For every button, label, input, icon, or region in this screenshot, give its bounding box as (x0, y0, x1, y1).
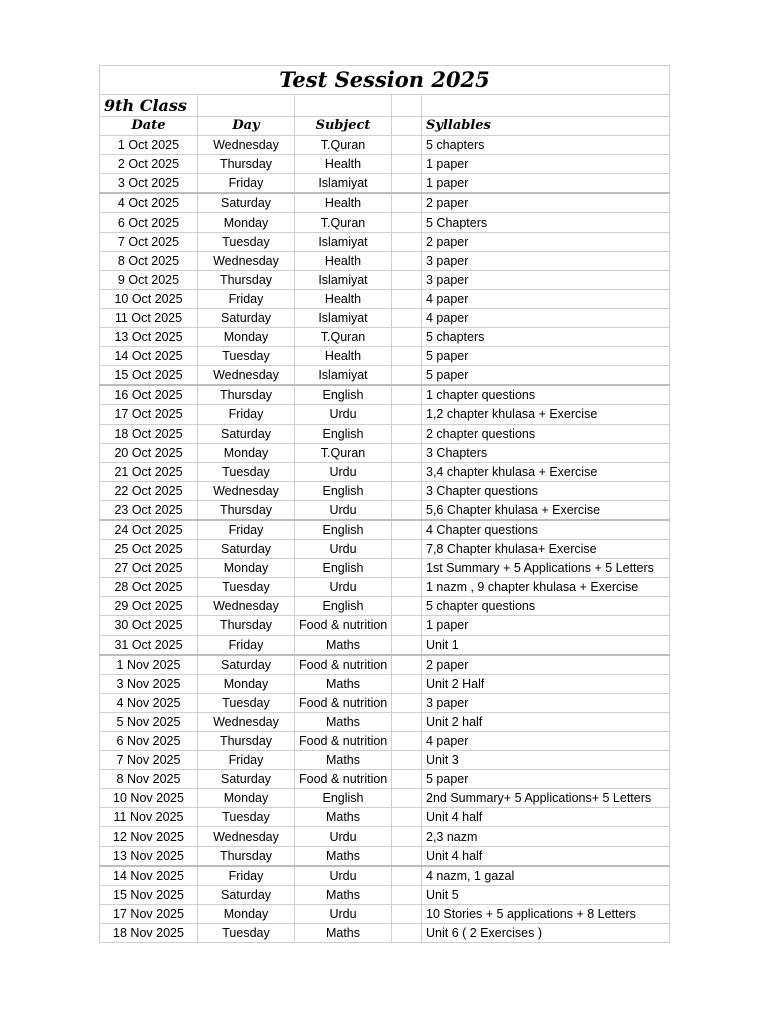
empty-cell (392, 520, 422, 540)
table-row (100, 481, 670, 500)
date-cell: 11 Oct 2025 (100, 308, 198, 327)
date-cell: 4 Oct 2025 (100, 193, 198, 213)
syllables-cell: Unit 1 (422, 635, 670, 655)
day-cell: Wednesday (198, 251, 295, 270)
subject-cell: English (295, 385, 392, 405)
subject-cell: Maths (295, 712, 392, 731)
date-cell: 10 Nov 2025 (100, 789, 198, 808)
day-cell: Wednesday (198, 136, 295, 155)
empty-cell (392, 732, 422, 751)
sheet-title: Test Session 2025 (100, 66, 670, 95)
empty-cell (392, 136, 422, 155)
date-cell: 14 Oct 2025 (100, 347, 198, 366)
syllables-cell: Unit 5 (422, 885, 670, 904)
subject-cell: Health (295, 251, 392, 270)
table-row (100, 923, 670, 942)
date-cell: 5 Nov 2025 (100, 712, 198, 731)
day-cell: Friday (198, 751, 295, 770)
subject-cell: Islamiyat (295, 174, 392, 194)
class-row (100, 95, 670, 117)
empty-cell (392, 578, 422, 597)
subject-cell: Maths (295, 808, 392, 827)
day-cell: Monday (198, 904, 295, 923)
empty-cell (392, 674, 422, 693)
syllables-cell: Unit 6 ( 2 Exercises ) (422, 923, 670, 942)
empty-cell (392, 846, 422, 866)
day-cell: Thursday (198, 385, 295, 405)
date-cell: 25 Oct 2025 (100, 540, 198, 559)
day-cell: Wednesday (198, 712, 295, 731)
subject-cell: Urdu (295, 866, 392, 886)
title-row (100, 66, 670, 95)
day-cell: Monday (198, 328, 295, 347)
date-cell: 6 Oct 2025 (100, 213, 198, 232)
date-cell: 3 Nov 2025 (100, 674, 198, 693)
table-row (100, 289, 670, 308)
table-row (100, 232, 670, 251)
table-row (100, 308, 670, 327)
table-row (100, 866, 670, 886)
day-cell: Monday (198, 789, 295, 808)
empty-cell (392, 462, 422, 481)
subject-cell: Maths (295, 635, 392, 655)
syllables-cell: 10 Stories + 5 applications + 8 Letters (422, 904, 670, 923)
date-cell: 24 Oct 2025 (100, 520, 198, 540)
table-row (100, 520, 670, 540)
day-cell: Thursday (198, 846, 295, 866)
date-cell: 13 Nov 2025 (100, 846, 198, 866)
syllables-cell: 5 paper (422, 366, 670, 386)
subject-cell: Islamiyat (295, 308, 392, 327)
table-row (100, 500, 670, 520)
empty-cell (392, 770, 422, 789)
date-cell: 9 Oct 2025 (100, 270, 198, 289)
date-cell: 17 Oct 2025 (100, 405, 198, 424)
table-row (100, 213, 670, 232)
subject-cell: Maths (295, 846, 392, 866)
day-cell: Tuesday (198, 462, 295, 481)
date-cell: 31 Oct 2025 (100, 635, 198, 655)
syllables-cell: 2,3 nazm (422, 827, 670, 846)
date-cell: 4 Nov 2025 (100, 693, 198, 712)
date-cell: 1 Nov 2025 (100, 655, 198, 675)
day-cell: Tuesday (198, 347, 295, 366)
table-row (100, 885, 670, 904)
table-row (100, 846, 670, 866)
subject-cell: English (295, 597, 392, 616)
subject-cell: Urdu (295, 904, 392, 923)
subject-cell: Maths (295, 885, 392, 904)
empty-cell (392, 174, 422, 194)
empty-cell (392, 385, 422, 405)
table-row (100, 251, 670, 270)
date-cell: 8 Nov 2025 (100, 770, 198, 789)
syllables-cell: 4 nazm, 1 gazal (422, 866, 670, 886)
syllables-cell: 3 Chapters (422, 443, 670, 462)
table-row (100, 136, 670, 155)
table-row (100, 540, 670, 559)
syllables-cell: Unit 2 half (422, 712, 670, 731)
day-cell: Tuesday (198, 808, 295, 827)
subject-cell: T.Quran (295, 136, 392, 155)
date-cell: 22 Oct 2025 (100, 481, 198, 500)
subject-cell: Health (295, 289, 392, 308)
day-cell: Tuesday (198, 578, 295, 597)
day-cell: Friday (198, 174, 295, 194)
header-subject: Subject (295, 117, 392, 136)
syllables-cell: 7,8 Chapter khulasa+ Exercise (422, 540, 670, 559)
empty-cell (392, 751, 422, 770)
date-cell: 14 Nov 2025 (100, 866, 198, 886)
day-cell: Thursday (198, 270, 295, 289)
empty-cell (392, 251, 422, 270)
empty-cell (392, 693, 422, 712)
table-row (100, 693, 670, 712)
syllables-cell: Unit 4 half (422, 808, 670, 827)
subject-cell: Urdu (295, 462, 392, 481)
syllables-cell: 2 paper (422, 232, 670, 251)
empty-cell (392, 559, 422, 578)
subject-cell: T.Quran (295, 443, 392, 462)
syllables-cell: Unit 4 half (422, 846, 670, 866)
day-cell: Wednesday (198, 366, 295, 386)
day-cell: Tuesday (198, 923, 295, 942)
subject-cell: Islamiyat (295, 232, 392, 251)
syllables-cell: 5 paper (422, 347, 670, 366)
syllables-cell: 2 chapter questions (422, 424, 670, 443)
date-cell: 30 Oct 2025 (100, 616, 198, 635)
table-row (100, 597, 670, 616)
subject-cell: Food & nutrition (295, 616, 392, 635)
subject-cell: Urdu (295, 405, 392, 424)
table-row (100, 174, 670, 194)
date-cell: 15 Nov 2025 (100, 885, 198, 904)
day-cell: Thursday (198, 616, 295, 635)
subject-cell: Urdu (295, 827, 392, 846)
empty-cell (392, 366, 422, 386)
table-row (100, 193, 670, 213)
day-cell: Saturday (198, 885, 295, 904)
empty-cell (392, 923, 422, 942)
subject-cell: English (295, 520, 392, 540)
date-cell: 27 Oct 2025 (100, 559, 198, 578)
date-cell: 21 Oct 2025 (100, 462, 198, 481)
day-cell: Wednesday (198, 481, 295, 500)
subject-cell: Food & nutrition (295, 732, 392, 751)
empty-cell (392, 808, 422, 827)
subject-cell: Health (295, 155, 392, 174)
table-row (100, 405, 670, 424)
empty-cell (392, 827, 422, 846)
empty-cell (392, 117, 422, 136)
syllables-cell: 1 paper (422, 155, 670, 174)
subject-cell: English (295, 789, 392, 808)
syllables-cell: 1,2 chapter khulasa + Exercise (422, 405, 670, 424)
subject-cell: Health (295, 193, 392, 213)
syllables-cell: 5 paper (422, 770, 670, 789)
table-row (100, 674, 670, 693)
syllables-cell: 1 chapter questions (422, 385, 670, 405)
table-row (100, 155, 670, 174)
day-cell: Friday (198, 635, 295, 655)
empty-cell (392, 635, 422, 655)
syllables-cell: 2nd Summary+ 5 Applications+ 5 Letters (422, 789, 670, 808)
empty-cell (392, 712, 422, 731)
header-date: Date (100, 117, 198, 136)
class-label: 9th Class (100, 95, 198, 117)
day-cell: Monday (198, 559, 295, 578)
date-cell: 15 Oct 2025 (100, 366, 198, 386)
day-cell: Tuesday (198, 693, 295, 712)
date-cell: 18 Oct 2025 (100, 424, 198, 443)
table-row (100, 904, 670, 923)
empty-cell (392, 481, 422, 500)
table-row (100, 712, 670, 731)
syllables-cell: 3,4 chapter khulasa + Exercise (422, 462, 670, 481)
empty-cell (392, 655, 422, 675)
subject-cell: T.Quran (295, 328, 392, 347)
empty-cell (392, 597, 422, 616)
table-row (100, 366, 670, 386)
date-cell: 18 Nov 2025 (100, 923, 198, 942)
syllables-cell: 5 Chapters (422, 213, 670, 232)
table-row (100, 385, 670, 405)
empty-cell (392, 308, 422, 327)
empty-cell (392, 405, 422, 424)
syllables-cell: 5 chapters (422, 136, 670, 155)
table-row (100, 789, 670, 808)
date-cell: 29 Oct 2025 (100, 597, 198, 616)
table-row (100, 270, 670, 289)
empty-cell (392, 289, 422, 308)
date-cell: 20 Oct 2025 (100, 443, 198, 462)
table-row (100, 732, 670, 751)
date-cell: 1 Oct 2025 (100, 136, 198, 155)
syllables-cell: 4 paper (422, 308, 670, 327)
empty-cell (198, 95, 295, 117)
syllables-cell: 3 paper (422, 251, 670, 270)
subject-cell: Health (295, 347, 392, 366)
empty-cell (392, 789, 422, 808)
empty-cell (392, 500, 422, 520)
syllables-cell: 2 paper (422, 655, 670, 675)
table-row (100, 424, 670, 443)
subject-cell: Maths (295, 674, 392, 693)
empty-cell (392, 328, 422, 347)
day-cell: Friday (198, 520, 295, 540)
syllables-cell: 4 paper (422, 732, 670, 751)
header-row (100, 117, 670, 136)
empty-cell (392, 232, 422, 251)
empty-cell (392, 213, 422, 232)
empty-cell (392, 270, 422, 289)
empty-cell (392, 616, 422, 635)
day-cell: Saturday (198, 540, 295, 559)
syllables-cell: Unit 2 Half (422, 674, 670, 693)
syllables-cell: 4 Chapter questions (422, 520, 670, 540)
date-cell: 8 Oct 2025 (100, 251, 198, 270)
day-cell: Monday (198, 443, 295, 462)
syllables-cell: Unit 3 (422, 751, 670, 770)
table-row (100, 578, 670, 597)
subject-cell: Islamiyat (295, 270, 392, 289)
date-cell: 7 Oct 2025 (100, 232, 198, 251)
syllables-cell: 1 nazm , 9 chapter khulasa + Exercise (422, 578, 670, 597)
empty-cell (392, 424, 422, 443)
syllables-cell: 3 paper (422, 270, 670, 289)
day-cell: Tuesday (198, 232, 295, 251)
date-cell: 6 Nov 2025 (100, 732, 198, 751)
day-cell: Saturday (198, 770, 295, 789)
subject-cell: Urdu (295, 578, 392, 597)
date-cell: 23 Oct 2025 (100, 500, 198, 520)
syllables-cell: 3 paper (422, 693, 670, 712)
table-row (100, 443, 670, 462)
syllables-cell: 2 paper (422, 193, 670, 213)
table-row (100, 808, 670, 827)
empty-cell (392, 95, 422, 117)
empty-cell (392, 885, 422, 904)
syllables-cell: 5,6 Chapter khulasa + Exercise (422, 500, 670, 520)
day-cell: Saturday (198, 424, 295, 443)
day-cell: Wednesday (198, 827, 295, 846)
syllables-cell: 1 paper (422, 174, 670, 194)
table-row (100, 827, 670, 846)
empty-cell (392, 443, 422, 462)
date-cell: 2 Oct 2025 (100, 155, 198, 174)
syllables-cell: 1st Summary + 5 Applications + 5 Letters (422, 559, 670, 578)
empty-cell (392, 866, 422, 886)
header-day: Day (198, 117, 295, 136)
empty-cell (392, 193, 422, 213)
subject-cell: Food & nutrition (295, 770, 392, 789)
empty-cell (392, 347, 422, 366)
day-cell: Friday (198, 405, 295, 424)
date-cell: 28 Oct 2025 (100, 578, 198, 597)
table-row (100, 635, 670, 655)
subject-cell: Urdu (295, 540, 392, 559)
empty-cell (295, 95, 392, 117)
empty-cell (392, 155, 422, 174)
day-cell: Thursday (198, 155, 295, 174)
subject-cell: Food & nutrition (295, 655, 392, 675)
table-row (100, 347, 670, 366)
table-row (100, 770, 670, 789)
day-cell: Saturday (198, 193, 295, 213)
day-cell: Thursday (198, 500, 295, 520)
date-cell: 11 Nov 2025 (100, 808, 198, 827)
day-cell: Saturday (198, 655, 295, 675)
empty-cell (392, 904, 422, 923)
syllables-cell: 5 chapters (422, 328, 670, 347)
date-cell: 13 Oct 2025 (100, 328, 198, 347)
date-cell: 12 Nov 2025 (100, 827, 198, 846)
date-cell: 7 Nov 2025 (100, 751, 198, 770)
subject-cell: English (295, 481, 392, 500)
table-row (100, 462, 670, 481)
day-cell: Monday (198, 674, 295, 693)
day-cell: Friday (198, 866, 295, 886)
empty-cell (422, 95, 670, 117)
syllables-cell: 3 Chapter questions (422, 481, 670, 500)
date-cell: 10 Oct 2025 (100, 289, 198, 308)
day-cell: Monday (198, 213, 295, 232)
header-syllables: Syllables (422, 117, 670, 136)
syllables-cell: 5 chapter questions (422, 597, 670, 616)
table-row (100, 328, 670, 347)
table-row (100, 751, 670, 770)
date-cell: 3 Oct 2025 (100, 174, 198, 194)
subject-cell: Maths (295, 751, 392, 770)
subject-cell: Maths (295, 923, 392, 942)
schedule-table (99, 65, 670, 943)
table-row (100, 616, 670, 635)
date-cell: 17 Nov 2025 (100, 904, 198, 923)
syllables-cell: 4 paper (422, 289, 670, 308)
table-row (100, 655, 670, 675)
subject-cell: Islamiyat (295, 366, 392, 386)
subject-cell: Urdu (295, 500, 392, 520)
subject-cell: Food & nutrition (295, 693, 392, 712)
day-cell: Friday (198, 289, 295, 308)
day-cell: Thursday (198, 732, 295, 751)
subject-cell: English (295, 424, 392, 443)
table-row (100, 559, 670, 578)
empty-cell (392, 540, 422, 559)
day-cell: Wednesday (198, 597, 295, 616)
day-cell: Saturday (198, 308, 295, 327)
subject-cell: T.Quran (295, 213, 392, 232)
subject-cell: English (295, 559, 392, 578)
date-cell: 16 Oct 2025 (100, 385, 198, 405)
syllables-cell: 1 paper (422, 616, 670, 635)
